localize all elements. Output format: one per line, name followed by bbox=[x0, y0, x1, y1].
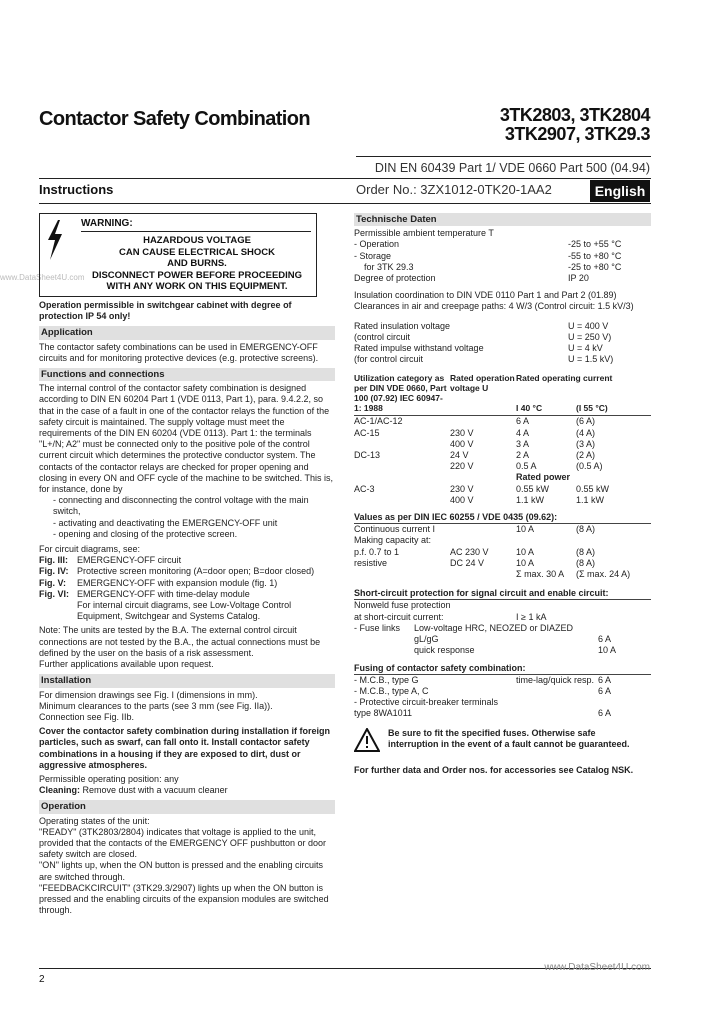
cell-v: Low-voltage HRC, NEOZED or DIAZED bbox=[414, 622, 574, 633]
cell-v bbox=[450, 569, 516, 580]
temp-row bbox=[354, 239, 651, 250]
cell-v: 230 V bbox=[450, 483, 474, 494]
installation-warning: Cover the contactor safety combination during installation if foreign particles, such as swarf, can fall onto it. Install contactor safety combinations in a housing if they are exposed to dirt, dust or aggressive atmospheres. bbox=[39, 726, 331, 770]
cell-i40: Σ max. 30 A bbox=[516, 569, 565, 580]
warning-line: CAN CAUSE ELECTRICAL SHOCK bbox=[118, 246, 276, 258]
util-current-subheadings bbox=[516, 403, 651, 413]
cell-cat: p.f. 0.7 to 1 bbox=[354, 546, 400, 557]
cell-cat: AC-3 bbox=[354, 483, 375, 494]
cell-i40: 6 A bbox=[516, 416, 530, 427]
operation-text: "ON" lights up, when the ON button is pressed and the enabling circuits are switched through. bbox=[39, 860, 324, 882]
cell-label: - M.C.B., type A, C bbox=[354, 685, 429, 696]
utilization-rows bbox=[354, 416, 651, 472]
fig-text: EMERGENCY-OFF with expansion module (fig. 1) bbox=[77, 577, 278, 588]
util-voltage-heading: Rated operation voltage U bbox=[450, 373, 515, 394]
cell-cat bbox=[354, 439, 450, 450]
table-row bbox=[354, 558, 651, 569]
further-applications: Further applications available upon request. bbox=[39, 659, 214, 670]
cell-v: gL/gG bbox=[414, 634, 439, 645]
cell-i55: 0.55 kW bbox=[576, 483, 610, 494]
circuit-intro: For circuit diagrams, see: bbox=[39, 544, 141, 555]
application-heading: Application bbox=[39, 326, 335, 339]
fig-label: Fig. V: bbox=[39, 577, 66, 588]
warning-line: DISCONNECT POWER BEFORE PROCEEDING bbox=[91, 269, 303, 281]
rating-value: U = 400 V bbox=[568, 320, 609, 331]
permission-note: Operation permissible in switchgear cabinet with degree of protection IP 54 only! bbox=[39, 300, 292, 322]
cell-v: DC 24 V bbox=[450, 557, 485, 568]
rating-value: U = 4 kV bbox=[568, 343, 603, 354]
fig-row bbox=[39, 566, 335, 577]
cell-v: 400 V bbox=[450, 438, 474, 449]
temp-label: - Storage bbox=[354, 250, 392, 261]
warning-line: AND BURNS. bbox=[167, 258, 227, 269]
table-row bbox=[354, 484, 651, 495]
insulation-text: Insulation coordination to DIN VDE 0110 Part 1 and Part 2 (01.89) Clearances in air and creepage paths: 4 W/3 (Control circuit: 1.5 kV/3) bbox=[354, 290, 634, 312]
cell-label: - M.C.B., type G bbox=[354, 674, 419, 685]
warning-title: WARNING: bbox=[81, 218, 311, 232]
fig-label: Fig. III: bbox=[39, 555, 68, 566]
operating-position: Permissible operating position: any bbox=[39, 773, 179, 784]
cell-v bbox=[516, 686, 598, 697]
cell-a: 6 A bbox=[598, 708, 612, 719]
installation-text: Minimum clearances to the parts (see 3 mm (see Fig. IIa)). bbox=[39, 700, 273, 711]
further-data-note: For further data and Order nos. for accessories see Catalog NSK. bbox=[354, 764, 634, 775]
power-rows bbox=[354, 484, 651, 506]
fig-row bbox=[39, 555, 335, 566]
side-watermark: www.DataSheet4U.com bbox=[0, 273, 85, 282]
table-row bbox=[354, 535, 651, 546]
operation-text: Operating states of the unit: bbox=[39, 815, 150, 826]
cell-i40: 10 A bbox=[516, 524, 535, 535]
cell-v bbox=[516, 697, 598, 708]
table-row bbox=[354, 697, 651, 708]
mcb-rows bbox=[354, 675, 651, 720]
standard-reference: DIN EN 60439 Part 1/ VDE 0660 Part 500 (04.94) bbox=[374, 161, 650, 175]
rating-label: Rated insulation voltage bbox=[354, 320, 451, 331]
short-circuit-text: Nonweld fuse protection bbox=[354, 600, 451, 611]
cell-i40: 10 A bbox=[516, 546, 535, 557]
caution-text: Be sure to fit the specified fuses. Otherwise safe interruption in the event of a fault cannot be guaranteed. bbox=[388, 727, 630, 749]
cell-a: 6 A bbox=[598, 634, 612, 645]
utilization-header bbox=[354, 373, 651, 416]
short-circuit-row bbox=[354, 612, 651, 623]
cell-i55: (8 A) bbox=[576, 557, 596, 568]
models-line-1: 3TK2803, 3TK2804 bbox=[499, 105, 650, 125]
fusing-heading: Fusing of contactor safety combination: bbox=[354, 663, 651, 675]
cell-v bbox=[450, 535, 516, 546]
fig-row bbox=[39, 578, 335, 589]
cell-i55: (8 A) bbox=[576, 546, 596, 557]
cell-a bbox=[598, 697, 648, 708]
cell-a: 10 A bbox=[598, 645, 617, 656]
rating-label: Rated impulse withstand voltage bbox=[354, 343, 484, 354]
cell-i55 bbox=[576, 535, 651, 546]
temp-value: IP 20 bbox=[568, 273, 589, 284]
temp-row bbox=[354, 262, 651, 273]
temp-row bbox=[354, 273, 651, 284]
rating-value: U = 250 V) bbox=[568, 331, 612, 342]
temp-label: for 3TK 29.3 bbox=[364, 261, 414, 272]
model-numbers bbox=[500, 106, 650, 144]
iec-rows bbox=[354, 524, 651, 580]
cell-label bbox=[354, 634, 414, 645]
right-column bbox=[354, 213, 651, 776]
fig-text: EMERGENCY-OFF with time-delay module bbox=[77, 588, 250, 599]
table-row bbox=[354, 428, 651, 439]
application-text: The contactor safety combinations can be used in EMERGENCY-OFF circuits and for monitoring protective devices (e.g. protective screens). bbox=[39, 341, 319, 363]
table-row bbox=[354, 645, 651, 656]
fig-label: Fig. IV: bbox=[39, 566, 69, 577]
cell-i55: (4 A) bbox=[576, 427, 596, 438]
cell-i55: (2 A) bbox=[576, 450, 596, 461]
watermark: www.DataSheet4U.com bbox=[544, 962, 650, 973]
table-row bbox=[354, 450, 651, 461]
cell-v: 24 V bbox=[450, 450, 469, 461]
short-circuit-label: at short-circuit current: bbox=[354, 611, 444, 622]
table-row bbox=[354, 634, 651, 645]
cleaning-label: Cleaning: bbox=[39, 785, 81, 796]
fuse-rows bbox=[354, 623, 651, 657]
installation-text: For dimension drawings see Fig. I (dimensions in mm). bbox=[39, 689, 258, 700]
cell-v bbox=[450, 524, 516, 535]
iec-heading: Values as per DIN IEC 60255 / VDE 0435 (09.62): bbox=[354, 512, 651, 524]
cell-i55: (6 A) bbox=[576, 416, 596, 427]
util-category-heading: Utilization category as per DIN VDE 0660, Part 100 (07.92) IEC 60947-1: 1988 bbox=[354, 373, 447, 414]
temp-value: -25 to +55 °C bbox=[568, 239, 622, 250]
fig-label: Fig. VI: bbox=[39, 588, 69, 599]
cell-i40: 0.5 A bbox=[516, 461, 537, 472]
left-column bbox=[39, 300, 335, 916]
cell-i55: (3 A) bbox=[576, 438, 596, 449]
cell-cat bbox=[354, 461, 450, 472]
functions-item: - activating and deactivating the EMERGENCY-OFF unit bbox=[53, 517, 278, 528]
cell-a: 6 A bbox=[598, 685, 612, 696]
ambient-temperature: Permissible ambient temperature T bbox=[354, 228, 494, 239]
cell-v: AC 230 V bbox=[450, 546, 489, 557]
power-heading-row bbox=[354, 472, 651, 483]
short-circuit-value: I ≥ 1 kA bbox=[516, 611, 547, 622]
installation-heading: Installation bbox=[39, 674, 335, 687]
cell-v: time-lag/quick resp. bbox=[516, 674, 595, 685]
cell-cat: AC-15 bbox=[354, 427, 380, 438]
cell-label: - Protective circuit-breaker terminals bbox=[354, 697, 499, 708]
order-number: Order No.: 3ZX1012-0TK20-1AA2 bbox=[356, 182, 552, 197]
cell-label: - Fuse links bbox=[354, 622, 401, 633]
table-row bbox=[354, 569, 651, 580]
table-row bbox=[354, 547, 651, 558]
cell-v: 400 V bbox=[450, 494, 474, 505]
cell-cat: resistive bbox=[354, 557, 388, 568]
table-row bbox=[354, 524, 651, 535]
page-number: 2 bbox=[39, 974, 45, 985]
functions-item: - opening and closing of the protective screen. bbox=[53, 528, 238, 539]
rating-row bbox=[354, 332, 651, 343]
instructions-heading: Instructions bbox=[39, 182, 114, 197]
section-divider bbox=[39, 178, 651, 179]
header-bottom-divider bbox=[39, 203, 651, 204]
rating-label: (control circuit bbox=[354, 331, 411, 342]
cell-cat bbox=[354, 495, 450, 506]
cell-i40: 4 A bbox=[516, 427, 530, 438]
operation-heading: Operation bbox=[39, 800, 335, 813]
cell-cat bbox=[354, 569, 450, 580]
fig-extra: For internal circuit diagrams, see Low-Voltage Control Equipment, Switchgear and Systems Catalog. bbox=[77, 600, 292, 622]
header-divider bbox=[356, 156, 651, 157]
fig-text: Protective screen monitoring (A=door open; B=door closed) bbox=[77, 566, 315, 577]
caution-icon bbox=[354, 728, 388, 755]
cell-i40: 0.55 kW bbox=[516, 483, 550, 494]
operation-text: "READY" (3TK2803/2804) indicates that voltage is applied to the unit, provided that the contacts of the EMERGENCY OFF pushbutton or door safety switch are closed. bbox=[39, 826, 326, 860]
cell-cat: Continuous current I bbox=[354, 524, 436, 535]
models-line-2: 3TK2907, 3TK29.3 bbox=[504, 124, 650, 144]
rating-row bbox=[354, 343, 651, 354]
util-i40-heading: I 40 °C bbox=[516, 403, 543, 414]
table-row bbox=[354, 708, 651, 719]
cell-i40: 10 A bbox=[516, 557, 535, 568]
cell-i55: (Σ max. 24 A) bbox=[576, 569, 631, 580]
temp-value: -25 to +80 °C bbox=[568, 261, 622, 272]
cell-a: 6 A bbox=[598, 674, 612, 685]
table-row bbox=[354, 416, 651, 427]
rating-label: (for control circuit bbox=[354, 354, 424, 365]
installation-text: Connection see Fig. IIb. bbox=[39, 711, 135, 722]
functions-item: - connecting and disconnecting the control voltage with the main switch, bbox=[53, 495, 309, 517]
functions-heading: Functions and connections bbox=[39, 368, 335, 381]
util-current-heading: Rated operating current bbox=[516, 373, 613, 384]
table-row bbox=[354, 461, 651, 472]
short-circuit-heading: Short-circuit protection for signal circuit and enable circuit: bbox=[354, 588, 651, 600]
table-row bbox=[354, 686, 651, 697]
warning-line: WITH ANY WORK ON THIS EQUIPMENT. bbox=[106, 281, 288, 292]
cell-a bbox=[598, 623, 648, 634]
cell-i55: (8 A) bbox=[576, 524, 596, 535]
cell-i40: 1.1 kW bbox=[516, 494, 545, 505]
cell-cat: DC-13 bbox=[354, 450, 381, 461]
util-i55-heading: (I 55 °C) bbox=[576, 403, 608, 414]
temp-value: -55 to +80 °C bbox=[568, 250, 622, 261]
caution-row bbox=[354, 728, 651, 755]
temp-label: - Operation bbox=[354, 239, 400, 250]
lightning-icon bbox=[44, 218, 66, 278]
util-current-heading-group bbox=[516, 373, 651, 413]
cell-v: quick response bbox=[414, 645, 475, 656]
cell-cat: Making capacity at: bbox=[354, 535, 432, 546]
document-title: Contactor Safety Combination bbox=[39, 108, 310, 130]
warning-line: HAZARDOUS VOLTAGE bbox=[143, 235, 251, 246]
table-row bbox=[354, 495, 651, 506]
rating-row bbox=[354, 321, 651, 332]
cell-label bbox=[354, 645, 414, 656]
warning-text bbox=[81, 235, 313, 293]
operation-text: "FEEDBACKCIRCUIT" (3TK29.3/2907) lights up when the ON button is pressed and the enabling circuits of the expansion modules are switched through. bbox=[39, 882, 329, 916]
temp-row bbox=[354, 251, 651, 262]
cell-label: type 8WA1011 bbox=[354, 708, 413, 719]
fig-text: EMERGENCY-OFF circuit bbox=[77, 555, 182, 566]
tech-data-heading: Technische Daten bbox=[354, 213, 651, 226]
cell-v bbox=[516, 708, 598, 719]
cell-cat: AC-1/AC-12 bbox=[354, 416, 403, 427]
cell-i55: (0.5 A) bbox=[576, 461, 603, 472]
test-note: Note: The units are tested by the B.A. The external control circuit connections are not tested by the B.A., the actual connections must be defined by the user on the basis of a risk assessment. bbox=[39, 625, 321, 658]
functions-text: The internal control of the contactor safety combination is designed according to DIN EN 60204 Part 1 (VDE 0113, Part 1), para. 9.4.2.2, so that in the case of a fault in one of the contactor relays the function of the safety circuit is maintained. The supply voltage must meet the requirements of the DIN EN 60204 (VDE 0113). Part 1: the terminals "L+/N; A2" must be connected only to the positive pole of the control current circuit which determines the protective conductor system. The contacts of the contactor relays are checked for proper opening and closing in every ON and OFF cycle of the machine to be switched. This is, for instance, done by bbox=[39, 383, 333, 495]
language-badge: English bbox=[590, 180, 650, 202]
fig-row bbox=[39, 589, 335, 600]
table-row bbox=[354, 675, 651, 686]
cell-i40: 2 A bbox=[516, 450, 530, 461]
rating-value: U = 1.5 kV) bbox=[568, 354, 614, 365]
cell-v: 230 V bbox=[450, 427, 474, 438]
cell-i40 bbox=[516, 535, 576, 546]
cell-v bbox=[450, 416, 516, 427]
rating-row bbox=[354, 354, 651, 365]
temp-label: Degree of protection bbox=[354, 273, 436, 284]
rated-power-heading: Rated power bbox=[516, 472, 571, 483]
cell-i40: 3 A bbox=[516, 438, 530, 449]
cleaning-row bbox=[39, 785, 335, 796]
cell-i55: 1.1 kW bbox=[576, 494, 605, 505]
table-row bbox=[354, 623, 651, 634]
cleaning-text: Remove dust with a vacuum cleaner bbox=[82, 785, 228, 796]
table-row bbox=[354, 439, 651, 450]
cell-v: 220 V bbox=[450, 461, 474, 472]
